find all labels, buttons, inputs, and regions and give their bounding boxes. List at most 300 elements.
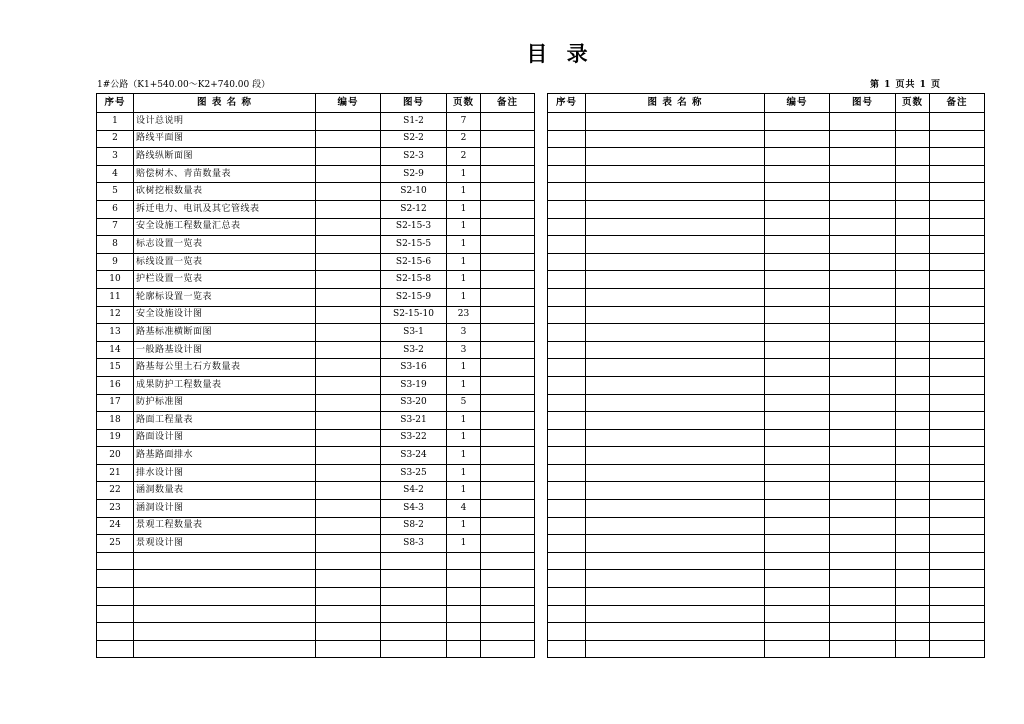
cell-pages: 1: [447, 464, 481, 482]
cell-name: [134, 588, 316, 606]
cell-code: [765, 552, 830, 570]
cell-no: [548, 271, 586, 289]
table-row: [97, 183, 535, 201]
cell-code: [316, 535, 381, 553]
cell-remark: [481, 200, 535, 218]
table-row-empty: [548, 130, 985, 148]
table-row-empty: [548, 165, 985, 183]
cell-remark: [930, 359, 985, 377]
table-row: [97, 394, 535, 412]
cell-code: [316, 429, 381, 447]
table-row: [97, 253, 535, 271]
cell-code: [316, 482, 381, 500]
cell-drawing: [830, 429, 896, 447]
cell-name: [586, 447, 765, 465]
table-header-row: [97, 94, 535, 113]
cell-code: [316, 200, 381, 218]
cell-code: [316, 253, 381, 271]
cell-no: 20: [97, 447, 134, 465]
cell-drawing: [830, 253, 896, 271]
cell-no: 13: [97, 324, 134, 342]
cell-drawing: [830, 412, 896, 430]
table-row: [97, 148, 535, 166]
cell-drawing: [830, 605, 896, 623]
cell-name: [586, 165, 765, 183]
cell-pages: [896, 271, 930, 289]
cell-name: 赔偿树木、青苗数量表: [134, 165, 316, 183]
cell-remark: [481, 183, 535, 201]
cell-code: [316, 517, 381, 535]
cell-pages: 1: [447, 535, 481, 553]
cell-pages: 3: [447, 341, 481, 359]
table-row-empty: [548, 570, 985, 588]
cell-drawing: S2-2: [381, 130, 447, 148]
cell-remark: [481, 464, 535, 482]
cell-no: [548, 447, 586, 465]
cell-pages: [896, 236, 930, 254]
cell-name: 涵洞设计图: [134, 500, 316, 518]
cell-name: 涵洞数量表: [134, 482, 316, 500]
table-row-empty: [548, 500, 985, 518]
cell-no: [548, 218, 586, 236]
cell-remark: [930, 218, 985, 236]
cell-pages: 1: [447, 218, 481, 236]
cell-remark: [930, 341, 985, 359]
table-row: [97, 306, 535, 324]
cell-remark: [930, 640, 985, 658]
cell-pages: [896, 183, 930, 201]
cell-remark: [930, 306, 985, 324]
cell-code: [316, 148, 381, 166]
cell-remark: [481, 605, 535, 623]
cell-no: [548, 376, 586, 394]
cell-pages: [896, 447, 930, 465]
cell-no: 2: [97, 130, 134, 148]
cell-name: [586, 113, 765, 131]
cell-name: 路线平面图: [134, 130, 316, 148]
cell-name: [586, 588, 765, 606]
cell-remark: [930, 464, 985, 482]
cell-pages: 1: [447, 236, 481, 254]
cell-remark: [481, 376, 535, 394]
cell-code: [765, 517, 830, 535]
table-header-row: [548, 94, 985, 113]
cell-pages: [896, 148, 930, 166]
cell-pages: [896, 412, 930, 430]
table-row: [97, 236, 535, 254]
cell-no: 18: [97, 412, 134, 430]
cell-drawing: [830, 376, 896, 394]
cell-drawing: [830, 324, 896, 342]
cell-no: [548, 464, 586, 482]
table-row: [97, 605, 535, 623]
table-row: [97, 429, 535, 447]
table-row: [97, 165, 535, 183]
cell-drawing: [830, 623, 896, 641]
cell-drawing: [830, 517, 896, 535]
cell-remark: [481, 271, 535, 289]
cell-no: 25: [97, 535, 134, 553]
cell-pages: 1: [447, 412, 481, 430]
cell-drawing: [830, 394, 896, 412]
cell-name: 防护标准图: [134, 394, 316, 412]
cell-no: 21: [97, 464, 134, 482]
cell-pages: [896, 130, 930, 148]
cell-code: [765, 640, 830, 658]
table-row-empty: [548, 552, 985, 570]
cell-name: [586, 517, 765, 535]
cell-pages: [447, 570, 481, 588]
cell-code: [765, 394, 830, 412]
page-title: 目 录: [526, 41, 594, 66]
table-row: [97, 482, 535, 500]
cell-name: [586, 200, 765, 218]
cell-remark: [930, 552, 985, 570]
cell-remark: [930, 623, 985, 641]
table-row: [97, 464, 535, 482]
cell-pages: [896, 605, 930, 623]
table-row-empty: [548, 517, 985, 535]
cell-drawing: [830, 306, 896, 324]
cell-no: [548, 570, 586, 588]
catalog-table-right: [547, 93, 985, 658]
cell-drawing: [830, 464, 896, 482]
table-row-empty: [548, 324, 985, 342]
cell-name: 砍树挖根数量表: [134, 183, 316, 201]
table-row: [97, 447, 535, 465]
table-row-empty: [548, 376, 985, 394]
table-row-empty: [548, 588, 985, 606]
cell-no: [548, 605, 586, 623]
cell-name: 标志设置一览表: [134, 236, 316, 254]
table-row: [97, 288, 535, 306]
cell-pages: [896, 165, 930, 183]
cell-remark: [930, 288, 985, 306]
cell-name: 路面设计图: [134, 429, 316, 447]
cell-no: 12: [97, 306, 134, 324]
cell-no: 23: [97, 500, 134, 518]
cell-drawing: [830, 482, 896, 500]
cell-name: [134, 605, 316, 623]
cell-remark: [930, 165, 985, 183]
cell-no: 24: [97, 517, 134, 535]
cell-name: [586, 324, 765, 342]
cell-name: [586, 535, 765, 553]
cell-code: [316, 412, 381, 430]
cell-no: [97, 605, 134, 623]
cell-drawing: [830, 535, 896, 553]
table-row-empty: [548, 288, 985, 306]
cell-remark: [481, 552, 535, 570]
cell-code: [316, 464, 381, 482]
cell-remark: [930, 183, 985, 201]
cell-drawing: S3-2: [381, 341, 447, 359]
cell-name: 安全设施设计图: [134, 306, 316, 324]
cell-no: [548, 623, 586, 641]
cell-drawing: [381, 570, 447, 588]
cell-no: [97, 640, 134, 658]
cell-code: [765, 359, 830, 377]
table-row-empty: [548, 148, 985, 166]
cell-no: 4: [97, 165, 134, 183]
cell-drawing: [830, 447, 896, 465]
cell-remark: [930, 271, 985, 289]
cell-pages: [896, 394, 930, 412]
cell-drawing: [830, 640, 896, 658]
cell-code: [316, 447, 381, 465]
cell-pages: [896, 570, 930, 588]
cell-drawing: [830, 500, 896, 518]
header-pages: 页数: [896, 94, 930, 113]
cell-name: [586, 148, 765, 166]
cell-remark: [481, 482, 535, 500]
cell-pages: [896, 500, 930, 518]
cell-code: [765, 324, 830, 342]
cell-drawing: S3-22: [381, 429, 447, 447]
cell-pages: 1: [447, 288, 481, 306]
cell-code: [765, 165, 830, 183]
cell-pages: 1: [447, 165, 481, 183]
table-row-empty: [548, 535, 985, 553]
cell-remark: [481, 588, 535, 606]
cell-no: [548, 517, 586, 535]
cell-drawing: S3-19: [381, 376, 447, 394]
cell-remark: [481, 570, 535, 588]
cell-name: [134, 640, 316, 658]
cell-name: 成果防护工程数量表: [134, 376, 316, 394]
cell-drawing: [830, 588, 896, 606]
cell-code: [316, 130, 381, 148]
table-row: [97, 271, 535, 289]
cell-remark: [481, 535, 535, 553]
route-subtitle: 1#公路（K1+540.00～K2+740.00 段）: [97, 80, 271, 90]
table-row: [97, 535, 535, 553]
cell-code: [316, 236, 381, 254]
cell-remark: [930, 376, 985, 394]
cell-remark: [481, 236, 535, 254]
cell-no: [548, 113, 586, 131]
header-pages: 页数: [447, 94, 481, 113]
cell-remark: [930, 412, 985, 430]
header-name: 图 表 名 称: [134, 94, 316, 113]
cell-remark: [930, 500, 985, 518]
cell-name: [586, 640, 765, 658]
cell-no: 6: [97, 200, 134, 218]
cell-no: [548, 535, 586, 553]
table-row: [97, 552, 535, 570]
cell-drawing: [830, 218, 896, 236]
cell-name: 轮廓标设置一览表: [134, 288, 316, 306]
cell-drawing: [830, 130, 896, 148]
cell-no: [548, 148, 586, 166]
cell-remark: [481, 324, 535, 342]
cell-drawing: S3-21: [381, 412, 447, 430]
table-row-empty: [548, 394, 985, 412]
cell-pages: [896, 306, 930, 324]
cell-code: [765, 271, 830, 289]
cell-remark: [481, 165, 535, 183]
table-row: [97, 113, 535, 131]
cell-remark: [481, 306, 535, 324]
cell-no: [548, 341, 586, 359]
cell-pages: [896, 623, 930, 641]
cell-no: [97, 588, 134, 606]
cell-no: 11: [97, 288, 134, 306]
cell-name: 路线纵断面图: [134, 148, 316, 166]
table-row: [97, 500, 535, 518]
cell-remark: [930, 253, 985, 271]
cell-code: [765, 253, 830, 271]
cell-no: [548, 640, 586, 658]
cell-drawing: S2-15-9: [381, 288, 447, 306]
cell-no: [97, 552, 134, 570]
cell-remark: [930, 200, 985, 218]
cell-remark: [481, 253, 535, 271]
cell-drawing: S2-15-10: [381, 306, 447, 324]
cell-drawing: [381, 552, 447, 570]
cell-no: [548, 552, 586, 570]
cell-name: [586, 605, 765, 623]
cell-pages: [896, 376, 930, 394]
cell-name: [586, 288, 765, 306]
cell-remark: [481, 113, 535, 131]
cell-name: 一般路基设计图: [134, 341, 316, 359]
cell-code: [765, 429, 830, 447]
cell-name: [586, 306, 765, 324]
cell-no: [548, 306, 586, 324]
header-drawing: 图号: [381, 94, 447, 113]
cell-remark: [481, 623, 535, 641]
cell-name: [586, 271, 765, 289]
cell-code: [765, 482, 830, 500]
table-row: [97, 341, 535, 359]
cell-code: [765, 306, 830, 324]
cell-pages: [447, 605, 481, 623]
cell-code: [316, 306, 381, 324]
cell-drawing: [830, 552, 896, 570]
cell-remark: [481, 500, 535, 518]
cell-pages: [896, 535, 930, 553]
table-row: [97, 359, 535, 377]
cell-no: 10: [97, 271, 134, 289]
cell-pages: 4: [447, 500, 481, 518]
cell-code: [316, 640, 381, 658]
cell-no: [548, 165, 586, 183]
cell-code: [765, 130, 830, 148]
cell-name: 护栏设置一览表: [134, 271, 316, 289]
cell-no: [548, 236, 586, 254]
cell-remark: [481, 640, 535, 658]
cell-drawing: S3-16: [381, 359, 447, 377]
table-row-empty: [548, 218, 985, 236]
cell-no: 9: [97, 253, 134, 271]
cell-pages: [896, 482, 930, 500]
cell-code: [765, 464, 830, 482]
cell-name: [586, 218, 765, 236]
cell-remark: [930, 429, 985, 447]
cell-pages: 1: [447, 517, 481, 535]
cell-remark: [930, 535, 985, 553]
table-row-empty: [548, 464, 985, 482]
table-row-empty: [548, 412, 985, 430]
cell-no: [97, 570, 134, 588]
table-row-empty: [548, 623, 985, 641]
cell-drawing: S2-3: [381, 148, 447, 166]
table-row: [97, 640, 535, 658]
cell-remark: [481, 412, 535, 430]
cell-no: [548, 412, 586, 430]
cell-name: [586, 429, 765, 447]
cell-name: [586, 130, 765, 148]
cell-name: [586, 341, 765, 359]
cell-drawing: [381, 605, 447, 623]
cell-name: 拆迁电力、电讯及其它管线表: [134, 200, 316, 218]
cell-name: [586, 500, 765, 518]
cell-name: [586, 253, 765, 271]
table-row-empty: [548, 183, 985, 201]
cell-remark: [930, 605, 985, 623]
cell-remark: [930, 130, 985, 148]
cell-remark: [481, 148, 535, 166]
cell-pages: 1: [447, 253, 481, 271]
cell-pages: [896, 218, 930, 236]
cell-remark: [930, 324, 985, 342]
cell-no: [548, 359, 586, 377]
cell-code: [765, 218, 830, 236]
cell-pages: 1: [447, 359, 481, 377]
cell-pages: 1: [447, 447, 481, 465]
cell-pages: [447, 588, 481, 606]
cell-name: 排水设计图: [134, 464, 316, 482]
cell-code: [765, 605, 830, 623]
cell-code: [316, 394, 381, 412]
cell-drawing: S4-3: [381, 500, 447, 518]
cell-no: 16: [97, 376, 134, 394]
table-row: [97, 200, 535, 218]
cell-drawing: [830, 165, 896, 183]
cell-pages: [896, 253, 930, 271]
table-row-empty: [548, 113, 985, 131]
cell-code: [765, 535, 830, 553]
cell-name: 路面工程量表: [134, 412, 316, 430]
cell-name: [134, 570, 316, 588]
cell-name: 路基路面排水: [134, 447, 316, 465]
cell-code: [316, 500, 381, 518]
cell-name: [586, 359, 765, 377]
header-code: 编号: [316, 94, 381, 113]
cell-no: 3: [97, 148, 134, 166]
cell-remark: [930, 447, 985, 465]
cell-pages: [447, 640, 481, 658]
cell-drawing: [830, 200, 896, 218]
cell-name: [586, 464, 765, 482]
cell-code: [316, 588, 381, 606]
cell-code: [316, 359, 381, 377]
cell-name: 路基标准横断面图: [134, 324, 316, 342]
cell-name: [586, 394, 765, 412]
table-row-empty: [548, 271, 985, 289]
cell-drawing: [830, 236, 896, 254]
cell-pages: 2: [447, 130, 481, 148]
cell-name: 安全设施工程数量汇总表: [134, 218, 316, 236]
cell-pages: 5: [447, 394, 481, 412]
cell-pages: [896, 324, 930, 342]
cell-drawing: S2-12: [381, 200, 447, 218]
cell-code: [765, 148, 830, 166]
table-row: [97, 376, 535, 394]
table-row-empty: [548, 236, 985, 254]
cell-no: 19: [97, 429, 134, 447]
